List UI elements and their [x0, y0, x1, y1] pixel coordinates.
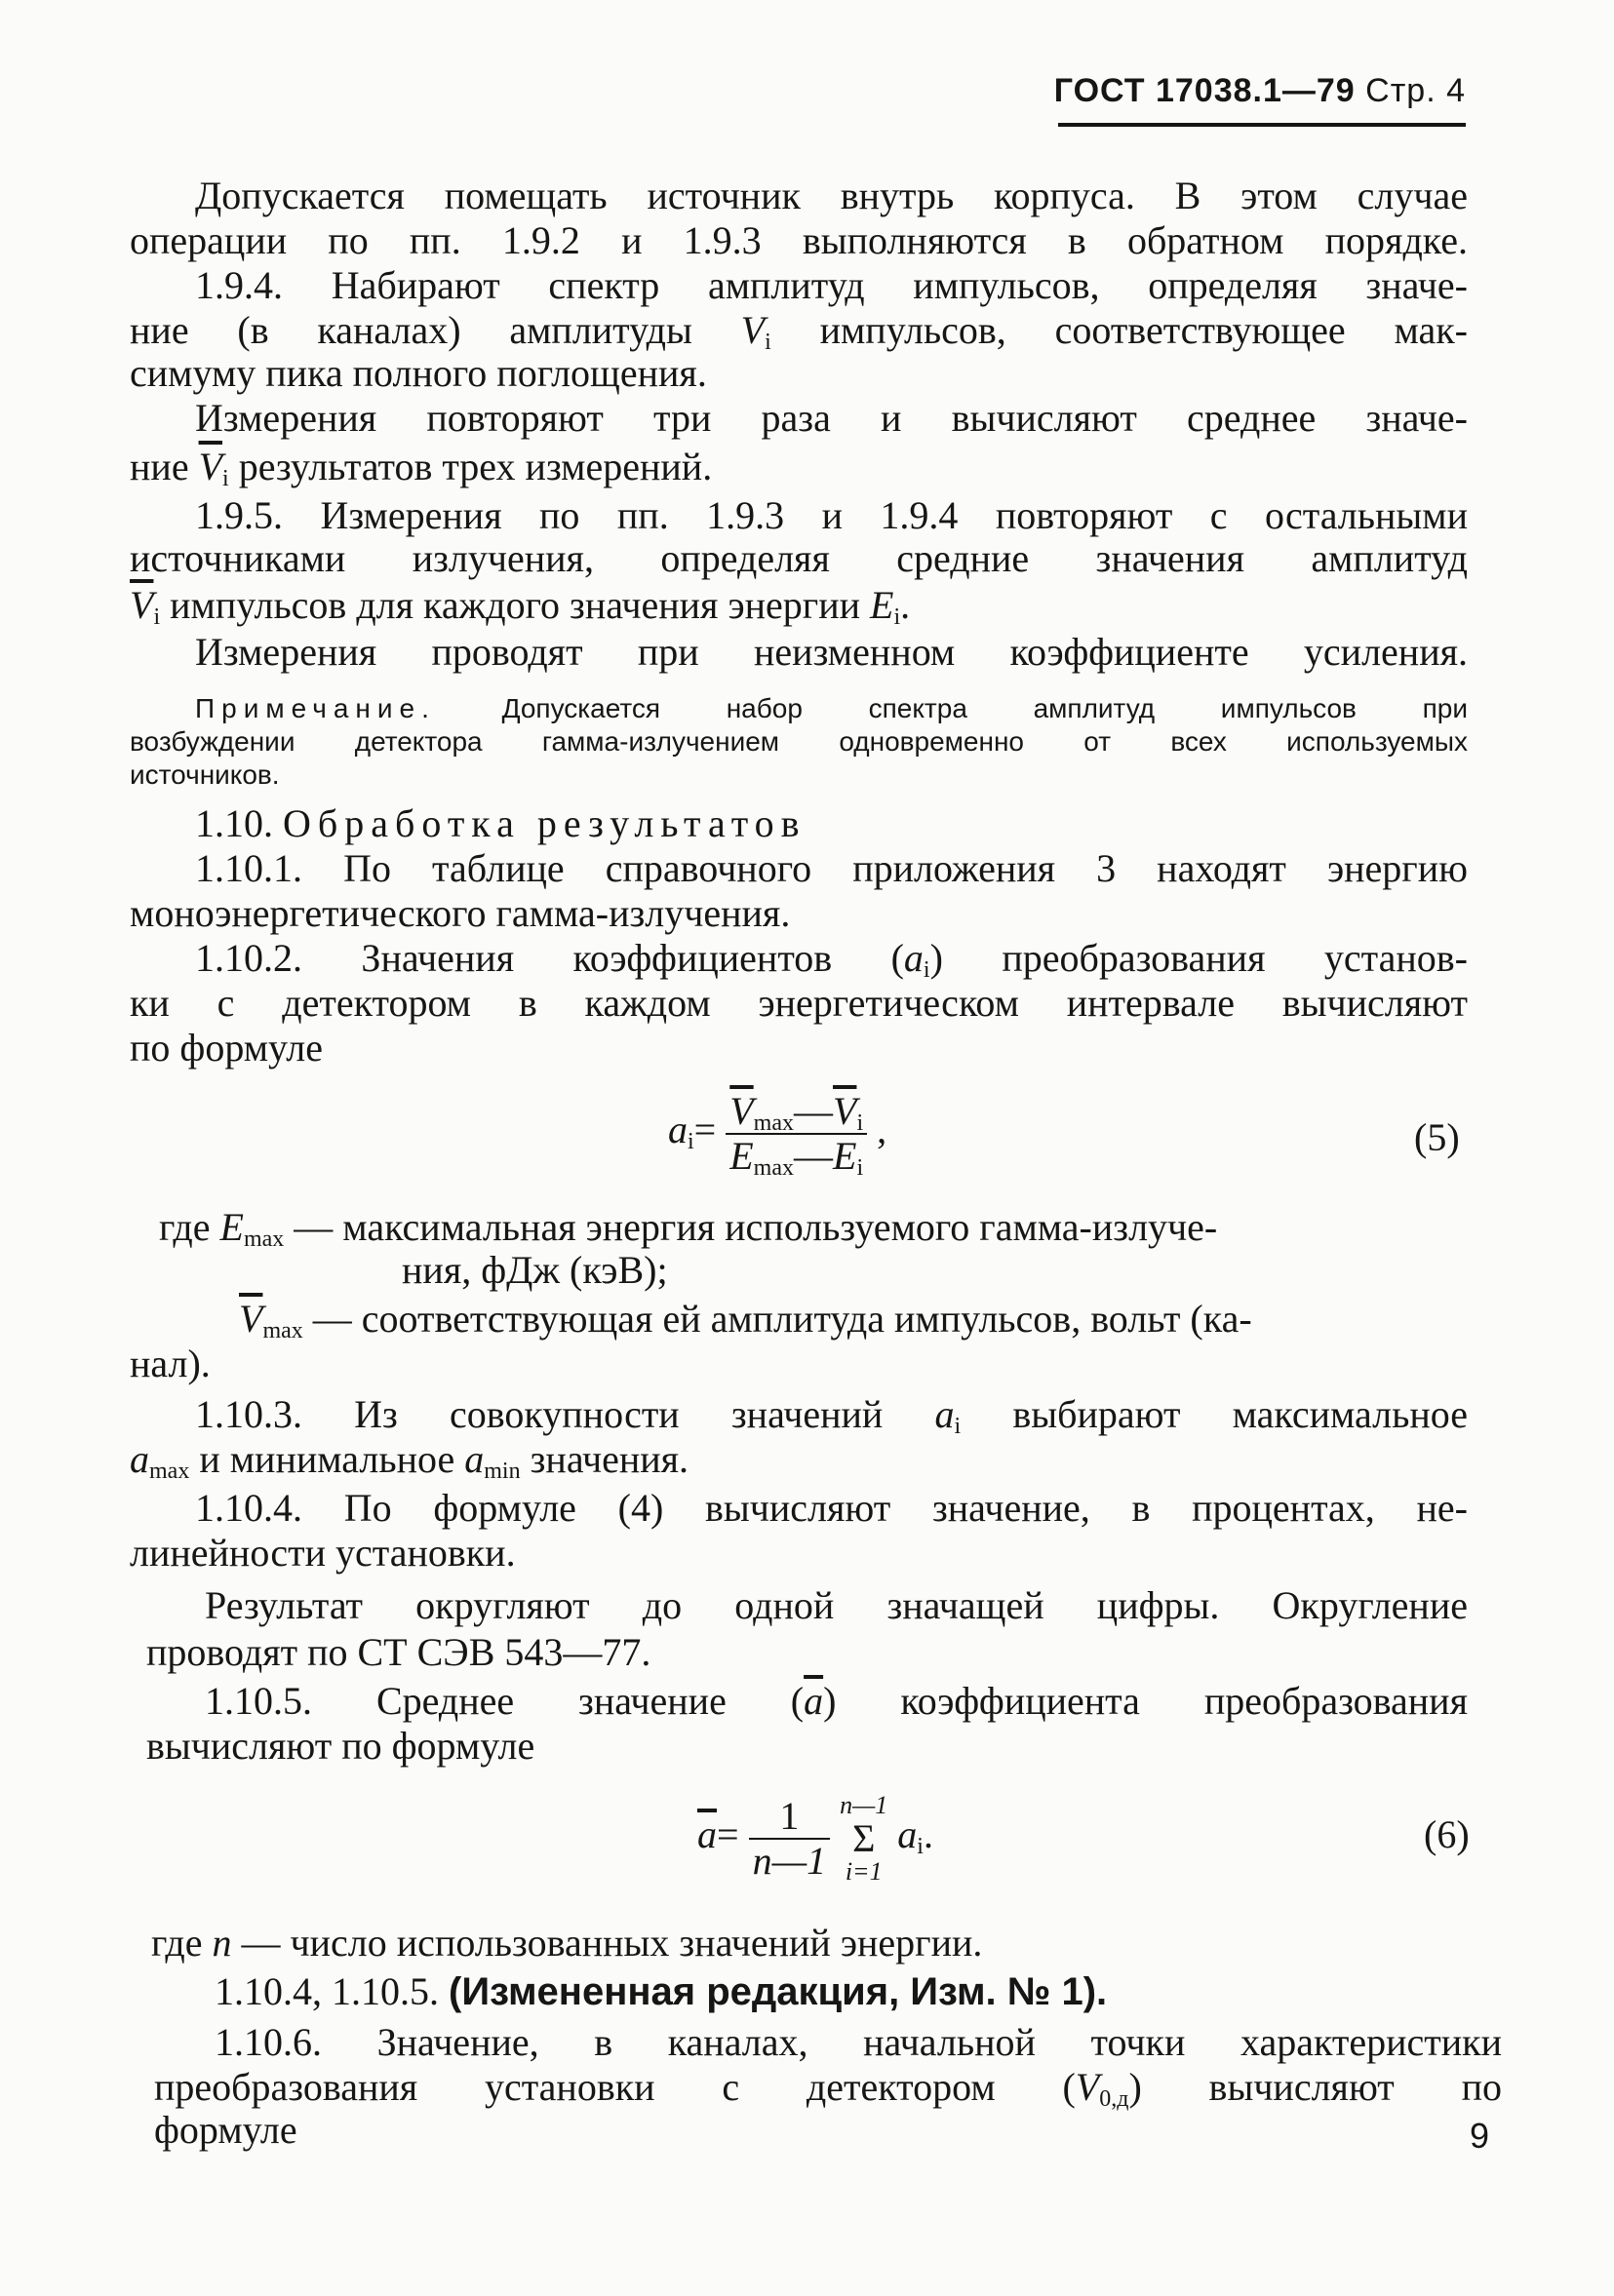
text-line: Измерения повторяют три раза и вычисляют среднее значе-	[195, 396, 1468, 440]
page-label: Стр. 4	[1365, 72, 1466, 109]
text-line: проводят по СТ СЭВ 543—77.	[146, 1630, 651, 1674]
text-line: Измерения проводят при неизменном коэффициенте усиления.	[195, 630, 1468, 674]
text-line: симуму пика полного поглощения.	[130, 351, 707, 395]
where-line: где n — число использованных значений энергии.	[151, 1921, 983, 1965]
text-line: ние $\overline{V}_i$ результатов трех измерений.	[130, 445, 713, 491]
text-line: 1.10.3. Из совокупности значений $a_i$ выбирают максимальное	[195, 1392, 1469, 1439]
header-rule	[1058, 123, 1466, 127]
text-line: 1.9.5. Измерения по пп. 1.9.3 и 1.9.4 повторяют с остальными	[195, 493, 1468, 537]
text-line: моноэнергетического гамма-излучения.	[130, 891, 791, 935]
page-header	[1054, 72, 1466, 110]
section-heading: 1.10. Обработка результатов	[195, 801, 807, 845]
text-line: линейности установки.	[130, 1531, 516, 1575]
equation-number: (6)	[1424, 1812, 1470, 1856]
text-line: 1.10.6. Значение, в каналах, начальной точки характеристики	[215, 2020, 1502, 2064]
amendment-line: 1.10.4, 1.10.5. (Измененная редакция, Изм. № 1).	[215, 1969, 1108, 2013]
text-line: $a_{max}$ и минимальное $a_{min}$ значения.	[130, 1437, 689, 1484]
text-line: 1.10.1. По таблице справочного приложения 3 находят энергию	[195, 846, 1468, 890]
text-line: $\overline{V}_i$ импульсов для каждого значения энергии $E_i$.	[130, 583, 911, 630]
page-number: 9	[1469, 2116, 1489, 2156]
text-line: 1.10.4. По формуле (4) вычисляют значение, в процентах, не-	[195, 1486, 1468, 1530]
text-line: Результат округляют до одной значащей цифры. Округление	[205, 1583, 1468, 1627]
where-line: где $E_{max}$ — максимальная энергия используемого гамма-излуче-	[159, 1205, 1218, 1252]
where-line: ния, фДж (кэВ);	[402, 1248, 668, 1292]
text-line: ки с детектором в каждом энергетическом интервале вычисляют	[130, 981, 1468, 1025]
text-line: преобразования установки с детектором $(V_{0,д})$ вычисляют по	[154, 2065, 1502, 2112]
fraction: $\frac{\overline{V}_{max}—\overline{V}_i}{E_{max}—E_i}$	[726, 1090, 867, 1178]
equation-number: (5)	[1414, 1115, 1460, 1159]
formula-6: $\overline{a}=$ $\frac{1}{n—1}$ n—1 Σ i=1 $a_i$.	[697, 1791, 933, 1886]
formula-5: $a_i=$ $\frac{\overline{V}_{max}—\overline{V}_i}{E_{max}—E_i}$ ,	[668, 1089, 887, 1181]
text-line: ние (в каналах) амплитуды $V_i$ импульсов, соответствующее мак-	[130, 308, 1468, 355]
text-line: формуле	[154, 2108, 297, 2152]
text-line: Допускается помещать источник внутрь корпуса. В этом случае	[195, 174, 1468, 217]
text-line: 1.10.2. Значения коэффициентов $(a_i)$ преобразования установ-	[195, 936, 1468, 983]
text-line: источниками излучения, определяя средние значения амплитуд	[130, 536, 1468, 580]
note-line: источников.	[130, 759, 280, 790]
text-line: вычисляют по формуле	[146, 1724, 535, 1768]
fraction: $\frac{1}{n—1}$	[749, 1795, 831, 1883]
text-line: 1.10.5. Среднее значение $(\overline{a})$ коэффициента преобразования	[205, 1679, 1468, 1723]
note-line: возбуждении детектора гамма-излучением одновременно от всех используемых	[130, 726, 1468, 757]
where-line: нал).	[130, 1342, 211, 1385]
text-line: 1.9.4. Набирают спектр амплитуд импульсов, определяя значе-	[195, 263, 1468, 307]
note-label: Примечание.	[195, 693, 436, 723]
note-line: Примечание. Допускается набор спектра амплитуд импульсов при	[195, 693, 1468, 723]
text-line: по формуле	[130, 1026, 323, 1070]
where-line: $\overline{V}_{max}$ — соответствующая ей амплитуда импульсов, вольт (ка-	[239, 1297, 1252, 1343]
standard-number: ГОСТ 17038.1—79	[1053, 72, 1356, 109]
summation: n—1 Σ i=1	[840, 1791, 888, 1886]
text-line: операции по пп. 1.9.2 и 1.9.3 выполняются в обратном порядке.	[130, 218, 1468, 262]
